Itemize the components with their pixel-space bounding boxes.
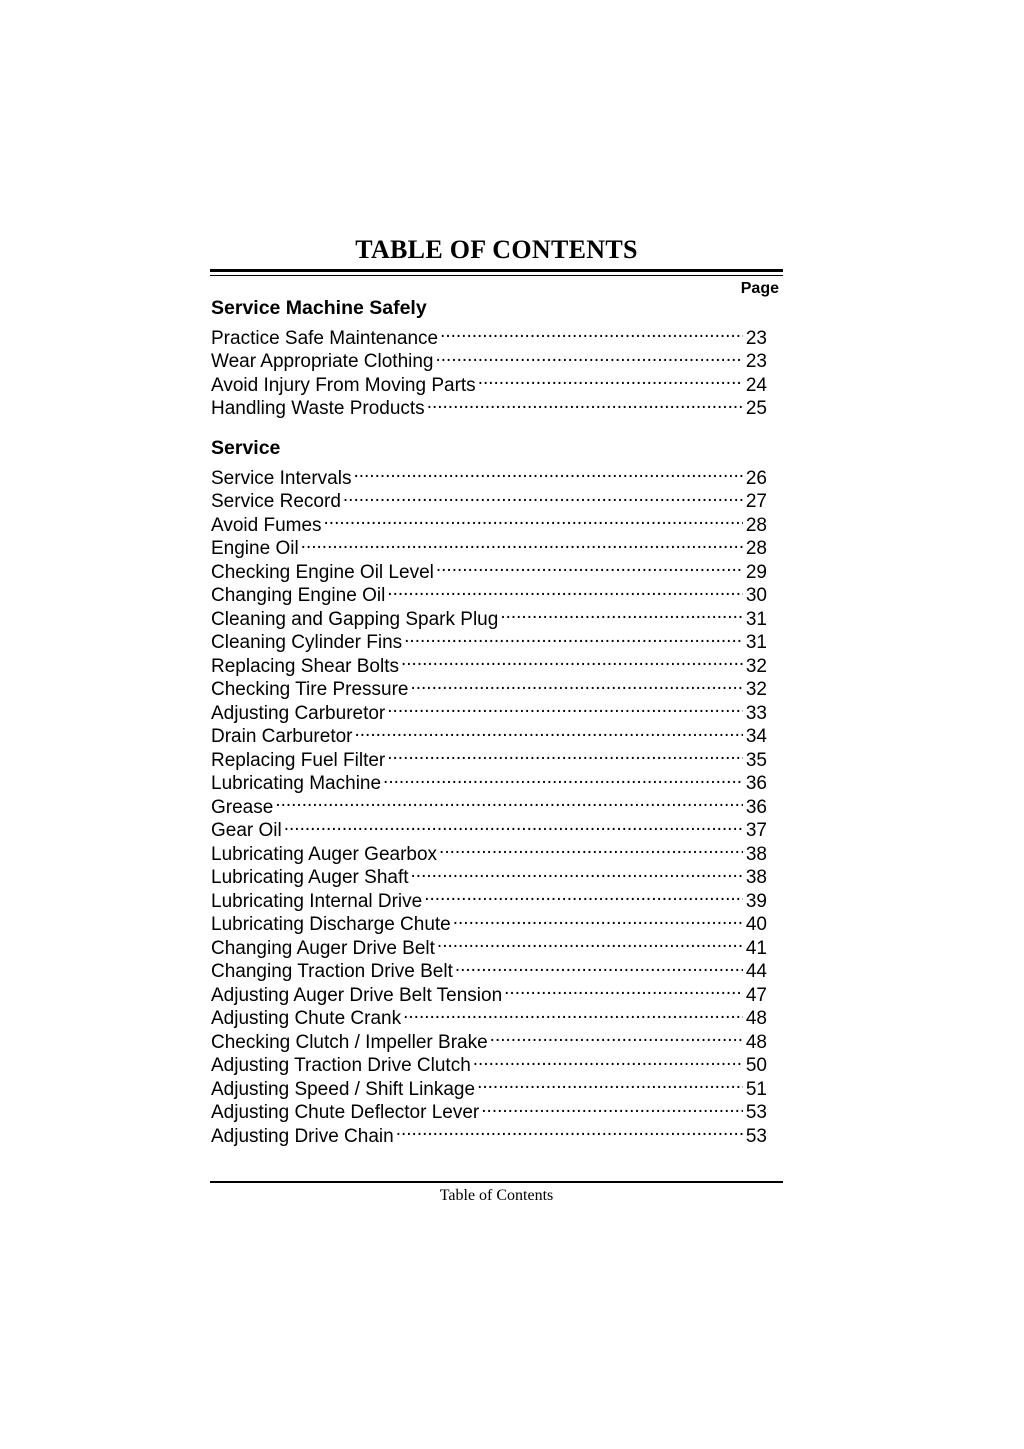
dot-leader [387,695,743,719]
dot-leader [490,1024,743,1048]
section-heading: Service [211,437,281,459]
toc-section [211,296,767,419]
dot-leader [478,367,743,391]
toc-entry[interactable] [211,836,767,865]
toc-entry-page-number: 31 [745,632,767,653]
dot-leader [504,977,743,1001]
title-rule-thin [210,275,783,276]
dot-leader [500,601,743,625]
toc-entry-label: Changing Auger Drive Belt [211,937,435,959]
dot-leader [284,813,743,837]
toc-entry-label: Adjusting Carburetor [211,702,386,724]
dot-leader [410,672,743,696]
toc-entry[interactable] [211,789,767,818]
dot-leader [343,484,743,508]
page-column-header: Page [740,280,779,297]
toc-entry-label: Practice Safe Maintenance [211,327,439,349]
dot-leader [396,1118,743,1142]
toc-entry-label: Service Intervals [211,467,352,489]
toc-entry-label: Adjusting Auger Drive Belt Tension [211,984,503,1006]
toc-entry-label: Adjusting Chute Crank [211,1008,402,1029]
dot-leader [411,860,743,884]
toc-entry-label: Changing Engine Oil [211,585,386,606]
toc-entry-page-number: 24 [745,374,767,396]
dot-leader [403,1001,743,1025]
dot-leader [436,344,744,368]
toc-entry-label: Replacing Shear Bolts [211,655,399,677]
toc-entry-page-number: 32 [745,655,767,677]
dot-leader [473,1048,743,1072]
dot-leader [275,789,743,813]
toc-entry-page-number: 25 [745,398,767,419]
toc-entry-page-number: 28 [745,538,767,559]
toc-entry-label: Adjusting Chute Deflector Lever [211,1102,480,1123]
toc-entry-label: Adjusting Speed / Shift Linkage [211,1078,476,1100]
toc-entry-page-number: 34 [745,726,767,747]
dot-leader [301,531,743,555]
toc-entry-page-number: 48 [745,1008,767,1029]
toc-entry-page-number: 36 [745,773,767,794]
toc-entry-page-number: 29 [745,561,767,583]
toc-entry-page-number: 28 [745,514,767,536]
toc-entry-page-number: 51 [745,1078,767,1100]
toc-entry[interactable] [211,320,767,349]
dot-leader [424,883,743,907]
dot-leader [453,907,743,931]
toc-entry-page-number: 33 [745,702,767,724]
toc-entry-page-number: 31 [745,608,767,630]
toc-entry-page-number: 44 [745,961,767,982]
section-heading: Service Machine Safely [211,297,427,319]
toc-entry[interactable] [211,460,767,489]
dot-leader [404,625,743,649]
toc-entry-page-number: 36 [745,796,767,818]
toc-entry-page-number: 38 [745,843,767,865]
toc-section [211,436,767,1147]
toc-entry-page-number: 30 [745,585,767,606]
dot-leader [383,766,743,790]
toc-entry-label: Changing Traction Drive Belt [211,961,453,982]
toc-entry-page-number: 32 [745,679,767,700]
toc-entry-label: Engine Oil [211,538,299,559]
page-title: TABLE OF CONTENTS [355,235,638,264]
dot-leader [437,930,743,954]
toc-entry-label: Replacing Fuel Filter [211,749,386,771]
toc-entry-page-number: 53 [745,1102,767,1123]
toc-entry-page-number: 37 [745,820,767,841]
toc-entry-label: Checking Engine Oil Level [211,561,434,583]
toc-entry-label: Adjusting Traction Drive Clutch [211,1055,471,1076]
dot-leader [387,578,743,602]
toc-entry-label: Handling Waste Products [211,398,425,419]
toc-entry-label: Lubricating Auger Gearbox [211,843,438,865]
toc-entry-page-number: 27 [745,491,767,512]
table-of-contents [211,296,767,1147]
dot-leader [439,836,743,860]
toc-entry-page-number: 47 [745,984,767,1006]
toc-entry-label: Lubricating Discharge Chute [211,914,451,935]
toc-entry-page-number: 40 [745,914,767,935]
toc-entry-label: Avoid Fumes [211,514,322,536]
toc-entry[interactable] [211,813,767,841]
toc-entry-page-number: 23 [745,327,767,349]
footer-rule [210,1181,783,1183]
toc-entry-page-number: 23 [745,351,767,372]
footer-text: Table of Contents [439,1187,554,1204]
toc-entry-page-number: 48 [745,1031,767,1053]
dot-leader [436,554,743,578]
toc-entry-page-number: 38 [745,867,767,888]
dot-leader [324,507,743,531]
toc-entry-label: Drain Carburetor [211,726,353,747]
toc-entry-label: Gear Oil [211,820,282,841]
title-rule-thick [210,269,783,272]
toc-entry-label: Wear Appropriate Clothing [211,351,434,372]
dot-leader [355,719,744,743]
dot-leader [455,954,743,978]
toc-entry-page-number: 53 [745,1125,767,1147]
dot-leader [477,1071,743,1095]
dot-leader [481,1095,743,1119]
toc-entry-label: Grease [211,796,274,818]
dot-leader [353,460,743,484]
toc-entry-label: Cleaning and Gapping Spark Plug [211,608,499,630]
dot-leader [387,742,743,766]
toc-entry-label: Adjusting Drive Chain [211,1125,394,1147]
dot-leader [440,320,743,344]
toc-entry-label: Lubricating Auger Shaft [211,867,409,888]
toc-entry-label: Cleaning Cylinder Fins [211,632,403,653]
toc-entry-label: Service Record [211,491,341,512]
toc-entry-page-number: 35 [745,749,767,771]
toc-entry-label: Lubricating Machine [211,773,382,794]
toc-entry-label: Checking Tire Pressure [211,679,409,700]
toc-entry-page-number: 41 [745,937,767,959]
dot-leader [401,648,743,672]
toc-entry-label: Avoid Injury From Moving Parts [211,374,476,396]
toc-entry-page-number: 50 [745,1055,767,1076]
toc-entry-label: Checking Clutch / Impeller Brake [211,1031,488,1053]
toc-entry-page-number: 39 [745,890,767,912]
toc-entry-page-number: 26 [745,467,767,489]
dot-leader [427,391,743,415]
toc-entry-label: Lubricating Internal Drive [211,890,423,912]
